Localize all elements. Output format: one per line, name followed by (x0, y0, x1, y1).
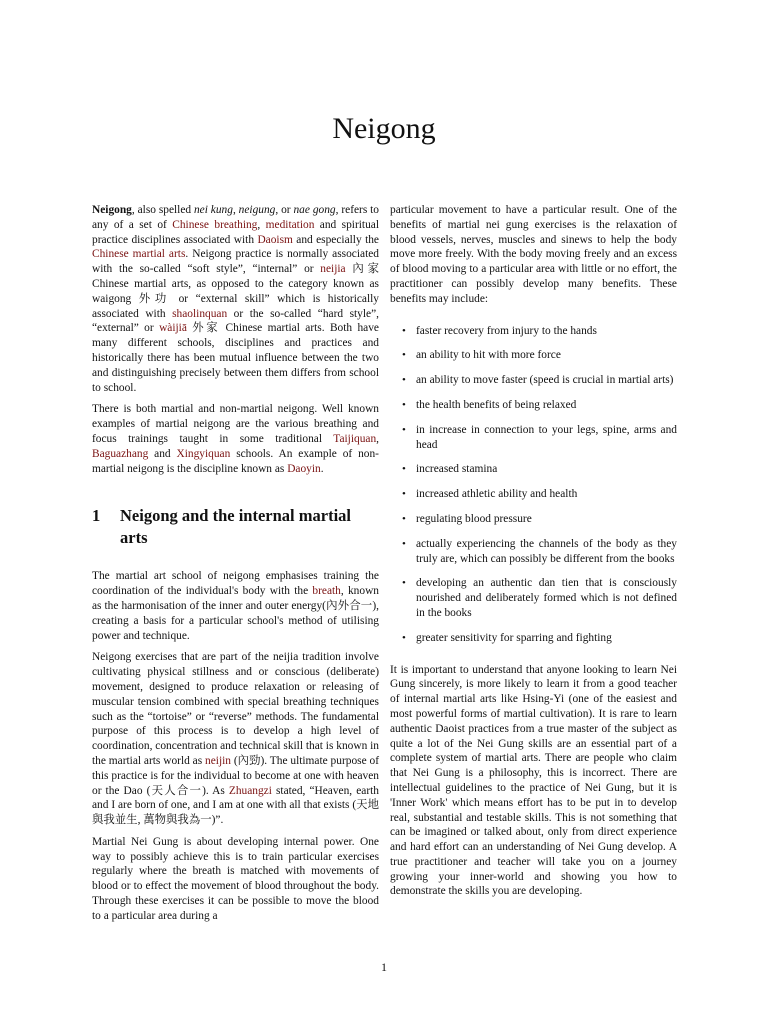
bullet-icon: • (402, 537, 406, 550)
wiki-link[interactable]: meditation (265, 218, 315, 231)
text-run: and especially the (292, 233, 379, 246)
wiki-link[interactable]: Chinese martial arts (92, 248, 186, 261)
wiki-link[interactable]: Xingyiquan (176, 447, 231, 460)
wiki-link[interactable]: Taijiquan (333, 432, 377, 445)
list-item-text: faster recovery from injury to the hands (416, 324, 597, 337)
list-item (390, 512, 677, 527)
list-item-text: greater sensitivity for sparring and fighting (416, 631, 612, 644)
wiki-link[interactable]: Daoyin (287, 462, 321, 475)
text-run: , (257, 218, 266, 231)
bullet-icon: • (402, 374, 406, 387)
list-item-text: developing an authentic dan tien that is consciously nourished and deliberately formed which is not defined in the books (416, 577, 677, 619)
text-run: , (232, 204, 239, 216)
bullet-icon: • (402, 463, 406, 476)
text-run: schools. An example of non-martial neigong is the discipline known as (92, 447, 379, 475)
text-run: 內家 Chinese martial arts, as opposed to the category known as waigong 外功 or “external skill” which is historically associated with (92, 263, 379, 320)
bullet-icon: • (402, 398, 406, 411)
list-item (390, 631, 677, 646)
list-item-text: in increase in connection to your legs, spine, arms and head (416, 423, 677, 451)
list-item-text: regulating blood pressure (416, 512, 532, 525)
wiki-link[interactable]: breath (312, 585, 341, 598)
wiki-link[interactable]: Zhuangzi (228, 784, 272, 797)
list-item-text: the health benefits of being relaxed (416, 398, 577, 411)
list-item-text: increased stamina (416, 463, 498, 476)
wiki-link[interactable]: wàijiā (159, 322, 187, 335)
page-title: Neigong (332, 112, 436, 145)
text-run: or the so-called “hard style”, “external” or (92, 307, 379, 335)
section-paragraph-4 (390, 663, 677, 900)
text-run: , refers to any of a set of (92, 204, 380, 231)
list-item-text: an ability to move faster (speed is crucial in martial arts) (416, 374, 674, 387)
text-run: There is both martial and non-martial neigong. Well known examples of martial neigong are the various breathing and focus trainings taught in some traditional (92, 403, 379, 445)
list-item-text: increased athletic ability and health (416, 488, 578, 501)
text-run: Martial Nei Gung is about developing internal power. One way to possibly achieve this is to train particular exercises regularly where the breath is matched with movements of blood or to effect the movement of blood throughout the body. Through these exercises it can be possible to move the blood to a particular area during a (92, 835, 379, 922)
section-paragraph-2 (92, 650, 379, 828)
list-item (390, 576, 677, 620)
bullet-icon: • (402, 512, 406, 525)
text-run: The martial art school of neigong emphasises training the coordination of the individual's body with the (92, 570, 379, 598)
benefits-list (390, 324, 677, 646)
section-paragraph-3-continued (390, 203, 677, 307)
list-item (390, 423, 677, 453)
text-run: . Neigong practice is normally associated with the so-called “soft style”, “internal” or (92, 248, 379, 276)
text-run: particular movement to have a particular result. One of the benefits of martial nei gung exercises is the relaxation of blood vessels, nerves, muscles and sinews to help the body move more freely. With the body moving freely and an excess of blood moving to a particular area with little or no effort, the practitioner can possibly develop many benefits. These benefits may include: (390, 204, 677, 305)
bullet-icon: • (402, 349, 406, 362)
text-run: 外家 Chinese martial arts. Both have many different schools, disciplines and practices and historically there has been mutual influence between the two and distinguishing precisely between them differs from school to school. (92, 322, 379, 394)
text-run: , or (275, 204, 294, 216)
list-item-text: an ability to hit with more force (416, 349, 561, 362)
list-item (390, 462, 677, 477)
section-paragraph-1 (92, 569, 379, 643)
text-run: stated, “Heaven, earth and I are born of one, and I am at one with all that exists (天地與我並生, 萬物與我為一)”. (92, 784, 379, 827)
italic-term: neigung (238, 204, 276, 216)
bullet-icon: • (402, 577, 406, 590)
list-item (390, 487, 677, 502)
intro-paragraph-2 (92, 402, 379, 476)
bold-term: Neigong (92, 204, 132, 216)
text-run: , known as the harmonisation of the inner and outer energy(內外合一), creating a basis for a particular school's method of utilising power and technique. (92, 585, 379, 642)
text-run: , (376, 432, 379, 445)
text-run: and spiritual practice disciplines associated with (92, 218, 380, 246)
bullet-icon: • (402, 488, 406, 501)
wiki-link[interactable]: neijin (205, 754, 231, 767)
text-run: . (320, 462, 324, 475)
section-paragraph-3 (92, 835, 379, 924)
list-item (390, 373, 677, 388)
bullet-icon: • (402, 631, 406, 644)
list-item (390, 348, 677, 363)
text-run: It is important to understand that anyone looking to learn Nei Gung sincerely, is more likely to learn it from a good teacher of internal martial arts like Hsing-Yi (one of the easiest and most powerful forms of martial cultivation). It is rare to learn authentic Daoist practices from a true master of the subject as quite a lot of the Nei Gung skills are an essential part of a complete system of martial arts. There are people who claim that Nei Gung is a philosophy, this is incorrect. There are intellectual guidelines to the practice of Nei Gung, but it is 'Inner Work' which means effort has to be put in to develop real, substantial and testable skills. This is not something that can be imagined or talked about, only from direct experience and hard effort can an understanding of Nei Gung develop. A true practitioner and teacher will take you on a journey growing your inner-world and showing you how to demonstrate the skills you are developing. (390, 663, 677, 898)
bullet-icon: • (402, 423, 406, 436)
wiki-link[interactable]: Daoism (257, 233, 293, 246)
text-run: and (148, 447, 177, 460)
section-title: Neigong and the internal martial arts (120, 506, 351, 548)
page-number: 1 (381, 960, 387, 974)
section-heading (92, 505, 379, 549)
list-item-text: actually experiencing the channels of the body as they truly are, which can possibly be different from the books (416, 537, 677, 565)
list-item (390, 324, 677, 339)
list-item (390, 398, 677, 413)
wiki-link[interactable]: Chinese breathing (172, 218, 258, 231)
text-run: (內勁). The ultimate purpose of this practice is for the individual to become at one with heaven or the Dao (天人合一). As (92, 754, 379, 797)
list-item (390, 537, 677, 567)
text-run: Neigong exercises that are part of the neijia tradition involve cultivating physical stillness and or conscious (deliberate) movement, designed to produce relaxation or releasing of muscular tension combined with special breathing techniques such as the “tortoise” or “reverse” methods. The fundamental purpose of this process is to develop a high level of coordination, concentration and technical skill that is known in the martial arts world as (92, 651, 379, 767)
wiki-link[interactable]: shaolinquan (172, 307, 228, 320)
wiki-link[interactable]: neijia (320, 263, 346, 276)
bullet-icon: • (402, 324, 406, 337)
intro-paragraph-1 (92, 203, 379, 395)
italic-term: nae gong (293, 204, 336, 216)
left-column (92, 203, 379, 931)
text-run: , also spelled (131, 204, 194, 216)
wiki-link[interactable]: Baguazhang (92, 447, 149, 460)
right-column (390, 203, 677, 906)
section-number: 1 (92, 506, 101, 526)
italic-term: nei kung (193, 204, 233, 216)
